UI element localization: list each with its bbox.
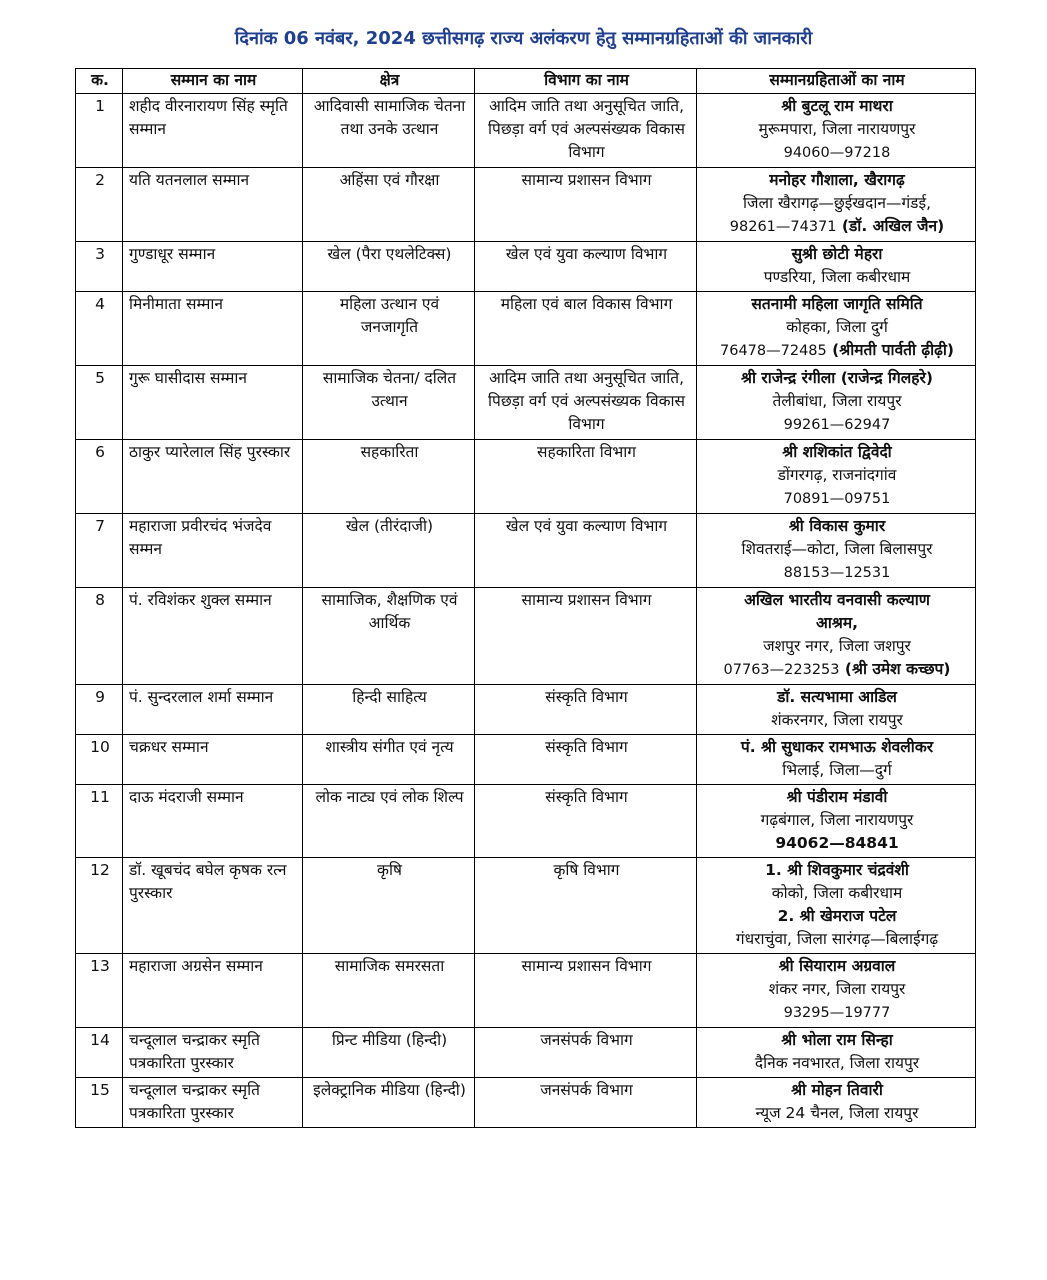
award-name: मिनीमाता सम्मान (123, 292, 303, 366)
table-row (76, 94, 976, 168)
recipient-detail (703, 339, 971, 363)
serial-number: 7 (76, 514, 123, 588)
recipient-detail (703, 1001, 971, 1025)
department-name: आदिम जाति तथा अनुसूचित जाति, पिछड़ा वर्ग एवं अल्पसंख्यक विकास विभाग (475, 366, 697, 440)
serial-number: 4 (76, 292, 123, 366)
recipient-line-text: 70891—09751 (783, 491, 891, 507)
recipient-name (703, 169, 971, 192)
department-name: सहकारिता विभाग (475, 440, 697, 514)
recipient-detail (703, 413, 971, 437)
recipient-line-text: कोको, जिला कबीरधाम (771, 884, 903, 902)
recipient-name (703, 589, 971, 612)
recipient-cell (697, 685, 976, 735)
award-name: चन्दूलाल चन्द्राकर स्मृति पत्रकारिता पुरस्कार (123, 1028, 303, 1078)
header-department: विभाग का नाम (475, 69, 697, 94)
recipient-detail (703, 390, 971, 413)
recipient-name (703, 955, 971, 978)
serial-number: 10 (76, 735, 123, 785)
serial-number: 13 (76, 954, 123, 1028)
award-name: गुरू घासीदास सम्मान (123, 366, 303, 440)
serial-number: 15 (76, 1078, 123, 1128)
recipient-line-text: 93295—19777 (783, 1005, 891, 1021)
recipient-line-text: डॉ. सत्यभामा आडिल (777, 688, 897, 706)
recipient-detail (703, 561, 971, 585)
recipient-line-text: 88153—12531 (783, 565, 891, 581)
award-field: अहिंसा एवं गौरक्षा (303, 168, 475, 242)
serial-number: 9 (76, 685, 123, 735)
table-row (76, 1078, 976, 1128)
recipient-line-text: जशपुर नगर, जिला जशपुर (763, 637, 911, 655)
award-name: पं. रविशंकर शुक्ल सम्मान (123, 588, 303, 685)
recipient-cell (697, 514, 976, 588)
recipient-detail (703, 882, 971, 905)
recipient-detail (703, 316, 971, 339)
award-field: प्रिन्ट मीडिया (हिन्दी) (303, 1028, 475, 1078)
table-row (76, 1028, 976, 1078)
recipient-detail (703, 118, 971, 141)
recipient-line-text: मुरूमपारा, जिला नारायणपुर (758, 120, 916, 138)
page-title: दिनांक 06 नवंबर, 2024 छत्तीसगढ़ राज्य अलंकरण हेतु सम्मानग्रहिताओं की जानकारी (234, 28, 813, 49)
award-name: डॉ. खूबचंद बघेल कृषक रत्न पुरस्कार (123, 858, 303, 954)
table-row (76, 440, 976, 514)
recipient-cell (697, 94, 976, 168)
table-row (76, 588, 976, 685)
award-field: हिन्दी साहित्य (303, 685, 475, 735)
recipient-line-text: भिलाई, जिला—दुर्ग (782, 761, 892, 779)
department-name: आदिम जाति तथा अनुसूचित जाति, पिछड़ा वर्ग एवं अल्पसंख्यक विकास विभाग (475, 94, 697, 168)
recipient-detail (703, 464, 971, 487)
serial-number: 11 (76, 785, 123, 858)
recipient-line-text: गढ़बंगाल, जिला नारायणपुर (760, 811, 914, 829)
award-name: दाऊ मंदराजी सम्मान (123, 785, 303, 858)
recipient-line-text: श्री पंडीराम मंडावी (786, 788, 888, 806)
department-name: जनसंपर्क विभाग (475, 1028, 697, 1078)
department-name: खेल एवं युवा कल्याण विभाग (475, 514, 697, 588)
serial-number: 12 (76, 858, 123, 954)
recipient-detail (703, 809, 971, 832)
award-field: आदिवासी सामाजिक चेतना तथा उनके उत्थान (303, 94, 475, 168)
table-header-row (76, 69, 976, 94)
recipient-line-text: आश्रम, (816, 614, 858, 632)
award-name: यति यतनलाल सम्मान (123, 168, 303, 242)
recipient-detail (703, 658, 971, 682)
recipient-name (703, 859, 971, 882)
department-name: संस्कृति विभाग (475, 685, 697, 735)
recipient-line-text: श्री राजेन्द्र रंगीला (राजेन्द्र गिलहरे) (741, 369, 933, 387)
serial-number: 2 (76, 168, 123, 242)
recipient-line-text: श्री भोला राम सिन्हा (781, 1031, 893, 1049)
recipient-line-text: सुश्री छोटी मेहरा (791, 245, 883, 263)
table-row (76, 685, 976, 735)
recipient-name (703, 905, 971, 928)
contact-person: (श्रीमती पार्वती ढ़ीढ़ी) (826, 341, 954, 359)
award-field: कृषि (303, 858, 475, 954)
recipient-name (703, 441, 971, 464)
department-name: सामान्य प्रशासन विभाग (475, 588, 697, 685)
recipient-name (703, 736, 971, 759)
recipient-line-text: अखिल भारतीय वनवासी कल्याण (744, 591, 930, 609)
department-name: महिला एवं बाल विकास विभाग (475, 292, 697, 366)
award-field: सहकारिता (303, 440, 475, 514)
recipient-cell (697, 1078, 976, 1128)
recipient-line-text: श्री शशिकांत द्विवेदी (782, 443, 892, 461)
contact-person: (श्री उमेश कच्छप) (839, 660, 951, 678)
serial-number: 5 (76, 366, 123, 440)
recipient-line-text: पण्डरिया, जिला कबीरधाम (763, 268, 911, 286)
recipient-line-text: जिला खैरागढ़—छुईखदान—गंडई, (742, 194, 931, 212)
recipient-line-text: श्री मोहन तिवारी (791, 1081, 883, 1099)
award-field: सामाजिक चेतना/ दलित उत्थान (303, 366, 475, 440)
recipient-line-text: 2. श्री खेमराज पटेल (777, 907, 897, 925)
recipient-cell (697, 785, 976, 858)
recipient-name (703, 1079, 971, 1102)
recipient-detail (703, 215, 971, 239)
recipient-cell (697, 366, 976, 440)
table-row (76, 858, 976, 954)
award-field: महिला उत्थान एवं जनजागृति (303, 292, 475, 366)
recipient-detail (703, 759, 971, 782)
recipient-line-text: तेलीबांधा, जिला रायपुर (772, 392, 902, 410)
recipient-cell (697, 1028, 976, 1078)
table-row (76, 735, 976, 785)
recipient-cell (697, 292, 976, 366)
department-name: संस्कृति विभाग (475, 735, 697, 785)
recipient-line-text: 76478—72485 (720, 343, 827, 359)
department-name: संस्कृति विभाग (475, 785, 697, 858)
recipient-name (703, 243, 971, 266)
award-field: सामाजिक समरसता (303, 954, 475, 1028)
award-name: महाराजा प्रवीरचंद भंजदेव सम्मन (123, 514, 303, 588)
recipient-detail (703, 1052, 971, 1075)
table-row (76, 954, 976, 1028)
recipient-detail (703, 266, 971, 289)
recipient-line-text: शंकरनगर, जिला रायपुर (771, 711, 903, 729)
recipient-line-text: 94062—84841 (775, 834, 899, 852)
recipient-name (703, 612, 971, 635)
table-row (76, 514, 976, 588)
award-field: सामाजिक, शैक्षणिक एवं आर्थिक (303, 588, 475, 685)
awards-table (75, 68, 976, 1128)
contact-person: (डॉ. अखिल जैन) (836, 217, 945, 235)
recipient-cell (697, 588, 976, 685)
recipient-line-text: शिवतराई—कोटा, जिला बिलासपुर (741, 540, 933, 558)
recipient-cell (697, 440, 976, 514)
award-field: खेल (पैरा एथलेटिक्स) (303, 242, 475, 292)
award-name: चन्दूलाल चन्द्राकर स्मृति पत्रकारिता पुरस्कार (123, 1078, 303, 1128)
department-name: सामान्य प्रशासन विभाग (475, 954, 697, 1028)
recipient-detail (703, 928, 971, 951)
award-field: इलेक्ट्रानिक मीडिया (हिन्दी) (303, 1078, 475, 1128)
header-award-name: सम्मान का नाम (123, 69, 303, 94)
recipient-detail (703, 538, 971, 561)
recipient-line-text: 94060—97218 (783, 145, 891, 161)
table-row (76, 785, 976, 858)
recipient-line-text: 99261—62947 (783, 417, 891, 433)
recipient-name (703, 367, 971, 390)
header-field: क्षेत्र (303, 69, 475, 94)
recipient-line-text: 98261—74371 (729, 219, 837, 235)
serial-number: 3 (76, 242, 123, 292)
award-name: ठाकुर प्यारेलाल सिंह पुरस्कार (123, 440, 303, 514)
recipient-name (703, 1029, 971, 1052)
recipient-name (703, 786, 971, 809)
recipient-cell (697, 858, 976, 954)
recipient-line-text: गंधराचुंवा, जिला सारंगढ़—बिलाईगढ़ (735, 930, 939, 948)
recipient-line-text: श्री बुटलू राम माथरा (781, 97, 893, 115)
table-row (76, 168, 976, 242)
serial-number: 6 (76, 440, 123, 514)
table-row (76, 366, 976, 440)
recipient-line-text: दैनिक नवभारत, जिला रायपुर (754, 1054, 920, 1072)
recipient-detail (703, 1102, 971, 1125)
recipient-detail (703, 141, 971, 165)
recipient-line-text: पं. श्री सुधाकर रामभाऊ शेवलीकर (740, 738, 934, 756)
recipient-line-text: 07763—223253 (723, 662, 840, 678)
recipient-detail (703, 635, 971, 658)
recipient-line-text: डोंगरगढ़, राजनांदगांव (777, 466, 897, 484)
serial-number: 1 (76, 94, 123, 168)
department-name: जनसंपर्क विभाग (475, 1078, 697, 1128)
recipient-name (703, 95, 971, 118)
recipient-line-text: न्यूज 24 चैनल, जिला रायपुर (755, 1104, 919, 1122)
table-row (76, 292, 976, 366)
header-recipients: सम्मानग्रहिताओं का नाम (697, 69, 976, 94)
award-name: गुण्डाधूर सम्मान (123, 242, 303, 292)
award-field: शास्त्रीय संगीत एवं नृत्य (303, 735, 475, 785)
recipient-cell (697, 954, 976, 1028)
recipient-detail (703, 487, 971, 511)
department-name: खेल एवं युवा कल्याण विभाग (475, 242, 697, 292)
recipient-line-text: शंकर नगर, जिला रायपुर (768, 980, 906, 998)
recipient-name (703, 832, 971, 855)
header-serial: क. (76, 69, 123, 94)
recipient-line-text: श्री विकास कुमार (788, 517, 886, 535)
recipient-name (703, 686, 971, 709)
award-name: पं. सुन्दरलाल शर्मा सम्मान (123, 685, 303, 735)
recipient-line-text: सतनामी महिला जागृति समिति (751, 295, 923, 313)
award-name: चक्रधर सम्मान (123, 735, 303, 785)
award-name: शहीद वीरनारायण सिंह स्मृति सम्मान (123, 94, 303, 168)
recipient-line-text: 1. श्री शिवकुमार चंद्रवंशी (765, 861, 909, 879)
serial-number: 8 (76, 588, 123, 685)
table-row (76, 242, 976, 292)
recipient-line-text: मनोहर गौशाला, खैरागढ़ (769, 171, 905, 189)
table-body (76, 94, 976, 1128)
department-name: सामान्य प्रशासन विभाग (475, 168, 697, 242)
recipient-detail (703, 978, 971, 1001)
award-field: लोक नाट्य एवं लोक शिल्प (303, 785, 475, 858)
award-name: महाराजा अग्रसेन सम्मान (123, 954, 303, 1028)
recipient-cell (697, 168, 976, 242)
recipient-detail (703, 192, 971, 215)
recipient-detail (703, 709, 971, 732)
award-field: खेल (तीरंदाजी) (303, 514, 475, 588)
recipient-line-text: श्री सियाराम अग्रवाल (778, 957, 896, 975)
recipient-name (703, 515, 971, 538)
serial-number: 14 (76, 1028, 123, 1078)
recipient-name (703, 293, 971, 316)
recipient-cell (697, 735, 976, 785)
department-name: कृषि विभाग (475, 858, 697, 954)
recipient-cell (697, 242, 976, 292)
recipient-line-text: कोहका, जिला दुर्ग (786, 318, 888, 336)
